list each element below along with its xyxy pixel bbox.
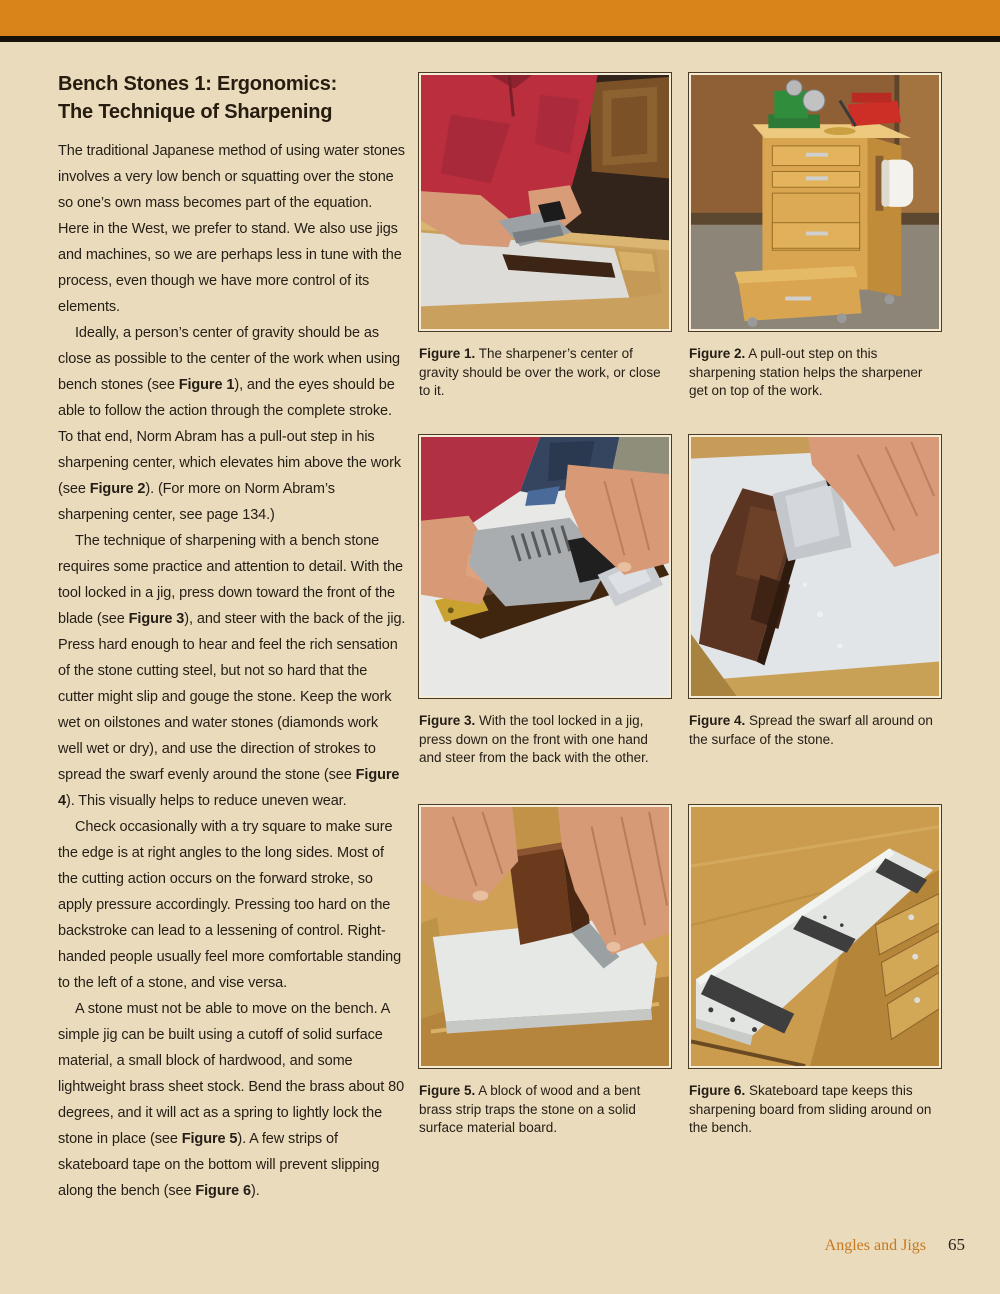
figure-caption (689, 712, 941, 749)
figure-caption-lead: Figure 5. (419, 1083, 476, 1098)
figure-3 (419, 435, 671, 768)
paragraph: The technique of sharpening with a bench stone requires some practice and attention to detail. With the tool locked in a jig, press down toward the front of the blade (see Figure 3), and steer with the back of the jig. Press hard enough to hear and feel the rich sensation of the stone cutting steel, but not so hard that the cutter might slip and gouge the stone. Keep the work wet on oilstones and water stones (diamonds work well wet or dry), and use the direction of strokes to spread the swarf evenly around the stone (see Figure 4). This visually helps to reduce uneven wear. (58, 533, 406, 809)
figure-5 (419, 805, 671, 1138)
figure-caption (689, 345, 941, 401)
paragraph: Check occasionally with a try square to make sure the edge is at right angles to the long sides. Most of the cutting action occurs on the forward stroke, so apply pressure accordingly. Pressing too hard on the backstroke can lead to a lessening of control. Right-handed people usually feel more comfortable standing to the left of a stone, and vise versa. (58, 819, 402, 991)
figure-caption (419, 1082, 671, 1138)
figure-caption (419, 712, 671, 768)
figure-6 (689, 805, 941, 1138)
figure-caption-text: A pull-out step on this sharpening station helps the sharpener get on top of the work. (689, 346, 923, 398)
figure-caption (419, 345, 671, 401)
article-column (58, 70, 406, 1204)
figure-caption (689, 1082, 941, 1138)
figure-caption-lead: Figure 1. (419, 346, 476, 361)
figure-caption-lead: Figure 2. (689, 346, 746, 361)
page-footer (825, 1235, 965, 1255)
figure-caption-lead: Figure 3. (419, 713, 476, 728)
figure-4 (689, 435, 941, 749)
figure-2 (689, 73, 941, 401)
figure-3-photo-tool-locked-in-jig (419, 435, 671, 698)
figure-caption-text: Skateboard tape keeps this sharpening board from sliding around on the bench. (689, 1083, 932, 1135)
footer-section-label: Angles and Jigs (824, 1237, 926, 1254)
paragraph: A stone must not be able to move on the bench. A simple jig can be built using a cutoff of solid surface material, a small block of hardwood, and some lightweight brass sheet stock. Bend the brass about 80 degrees, and it will act as a spring to lightly lock the stone in place (see Figure 5). A few strips of skateboard tape on the bottom will prevent slipping along the bench (see Figure 6). (58, 1001, 405, 1199)
paragraph: The traditional Japanese method of using water stones involves a very low bench or squatting over the stone so one’s own mass becomes part of the equation. Here in the West, we prefer to stand. We also use jigs and machines, so we are perhaps less in tune with the process, even though we have more control of its elements. (58, 143, 405, 315)
figure-caption-text: The sharpener’s center of gravity should be over the work, or close to it. (419, 346, 661, 398)
top-orange-band (0, 0, 1000, 36)
figure-caption-lead: Figure 4. (689, 713, 746, 728)
figure-5-photo-block-and-brass-strip (419, 805, 671, 1068)
paper-towel-roll (876, 156, 914, 211)
pull-out-step (735, 266, 862, 321)
paragraph: Ideally, a person’s center of gravity should be as close as possible to the center of the work when using bench stones (see Figure 1), and the eyes should be able to follow the action through the complete stroke. To that end, Norm Abram has a pull-out step in his sharpening center, which elevates him above the work (see Figure 2). (For more on Norm Abram’s sharpening center, see page 134.) (58, 325, 401, 523)
page-title-line-1: Bench Stones 1: Ergonomics: (58, 73, 338, 95)
top-black-rule (0, 36, 1000, 42)
figure-1-photo-sharpener-over-work (419, 73, 671, 331)
wood-cabinet (590, 77, 669, 178)
figure-caption-text: A block of wood and a bent brass strip traps the stone on a solid surface material board. (419, 1083, 641, 1135)
figure-6-photo-skateboard-tape-board (689, 805, 941, 1068)
footer-page-number: 65 (948, 1235, 965, 1254)
figure-caption-lead: Figure 6. (689, 1083, 746, 1098)
figure-caption-text: With the tool locked in a jig, press down on the front with one hand and steer from the back with the other. (419, 713, 649, 765)
brass-item (824, 127, 856, 135)
page-title-line-2: The Technique of Sharpening (58, 101, 333, 123)
figure-4-photo-spreading-swarf (689, 435, 941, 698)
figure-caption-text: Spread the swarf all around on the surface of the stone. (689, 713, 933, 747)
page-title (58, 70, 406, 126)
figure-1 (419, 73, 671, 401)
figure-2-photo-sharpening-station (689, 73, 941, 331)
